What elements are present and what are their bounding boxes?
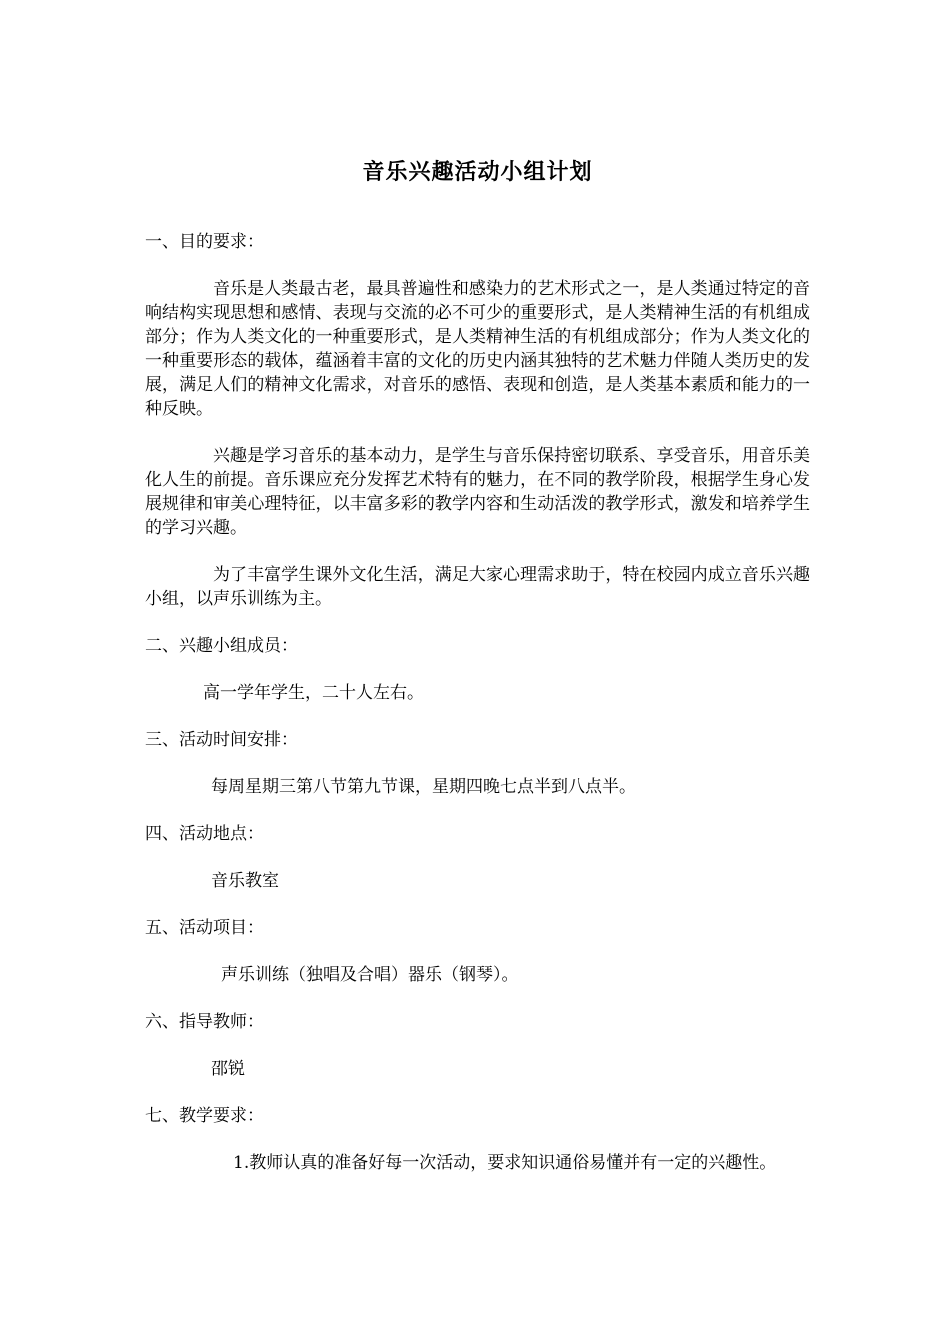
goals-paragraph-2: 兴趣是学习音乐的基本动力，是学生与音乐保持密切联系、享受音乐，用音乐美化人生的前提。音乐课应充分发挥艺术特有的魅力，在不同的教学阶段，根据学生身心发展规律和审美心理特征，以丰富多彩的教学内容和生动活泼的教学形式，激发和培养学生的学习兴趣。 <box>145 446 810 538</box>
goals-paragraph-1: 音乐是人类最古老，最具普遍性和感染力的艺术形式之一，是人类通过特定的音响结构实现思想和感情、表现与交流的必不可少的重要形式，是人类精神生活的有机组成部分；作为人类文化的一种重要形式，是人类精神生活的有机组成部分；作为人类文化的一种重要形态的载体，蕴涵着丰富的文化的历史内涵其独特的艺术魅力伴随人类历史的发展，满足人们的精神文化需求，对音乐的感悟、表现和创造，是人类基本素质和能力的一种反映。 <box>145 279 810 419</box>
document-body <box>145 150 810 1198</box>
members-text: 高一学年学生，二十人左右。 <box>203 683 424 703</box>
section-heading-projects: 五、活动项目： <box>145 918 264 938</box>
projects-text: 声乐训练（独唱及合唱）器乐（钢琴）。 <box>221 965 519 985</box>
document-title: 音乐兴趣活动小组计划 <box>362 159 593 185</box>
requirement-item-1: 1.教师认真的准备好每一次活动，要求知识通俗易懂并有一定的兴趣性。 <box>233 1153 777 1173</box>
instructor-name: 邵锐 <box>211 1059 245 1079</box>
section-heading-goals: 一、目的要求： <box>145 232 264 252</box>
section-heading-location: 四、活动地点： <box>145 824 264 844</box>
section-heading-requirements: 七、教学要求： <box>145 1106 264 1126</box>
section-heading-schedule: 三、活动时间安排： <box>145 730 298 750</box>
location-text: 音乐教室 <box>211 871 279 891</box>
section-heading-members: 二、兴趣小组成员： <box>145 636 298 656</box>
goals-paragraph-3: 为了丰富学生课外文化生活，满足大家心理需求助于，特在校园内成立音乐兴趣小组，以声乐训练为主。 <box>145 565 810 609</box>
schedule-text: 每周星期三第八节第九节课，星期四晚七点半到八点半。 <box>211 777 636 797</box>
section-heading-instructor: 六、指导教师： <box>145 1012 264 1032</box>
